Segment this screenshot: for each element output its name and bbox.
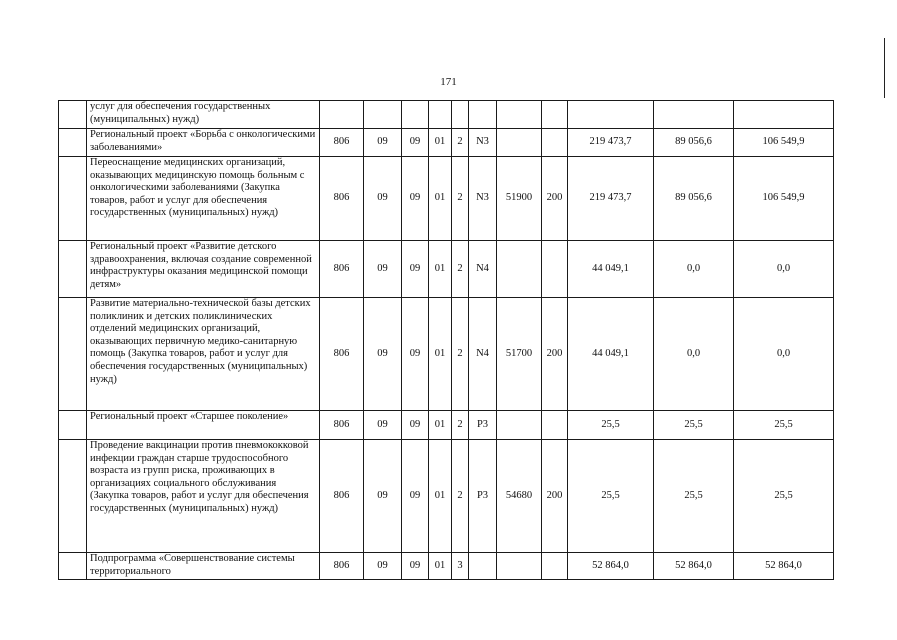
subprogram-code xyxy=(452,101,469,129)
sum-year-1: 44 049,1 xyxy=(568,241,654,298)
direction-code xyxy=(497,101,542,129)
subsection-code: 09 xyxy=(402,298,429,411)
section-code: 09 xyxy=(364,411,402,440)
subprogram-code: 2 xyxy=(452,129,469,157)
sum-year-3: 106 549,9 xyxy=(734,129,834,157)
sum-year-3: 0,0 xyxy=(734,241,834,298)
row-name: Развитие материально-технической базы детских поликлиник и детских поликлинических отделений медицинских организаций, оказывающих первичную медико-санитарную помощь (Закупка товаров, работ и услуг для обеспечения государственных (муниципальных) нужд) xyxy=(87,298,320,411)
subprogram-code: 2 xyxy=(452,157,469,241)
ministry-code: 806 xyxy=(320,411,364,440)
subprogram-code: 2 xyxy=(452,411,469,440)
project-code: P3 xyxy=(469,411,497,440)
section-code: 09 xyxy=(364,157,402,241)
ministry-code: 806 xyxy=(320,440,364,553)
direction-code: 51700 xyxy=(497,298,542,411)
row-name: Проведение вакцинации против пневмококковой инфекции граждан старше трудоспособного возраста из групп риска, проживающих в организациях социального обслуживания (Закупка товаров, работ и услуг для обеспечения государственных (муниципальных) нужд) xyxy=(87,440,320,553)
subsection-code: 09 xyxy=(402,553,429,580)
subsection-code: 09 xyxy=(402,157,429,241)
row-lead-cell xyxy=(59,241,87,298)
section-code: 09 xyxy=(364,241,402,298)
project-code: N4 xyxy=(469,241,497,298)
program-code: 01 xyxy=(429,157,452,241)
sum-year-1: 25,5 xyxy=(568,411,654,440)
project-code: N3 xyxy=(469,157,497,241)
project-code: N3 xyxy=(469,129,497,157)
sum-year-2: 89 056,6 xyxy=(654,129,734,157)
sum-year-2: 52 864,0 xyxy=(654,553,734,580)
row-lead-cell xyxy=(59,129,87,157)
ministry-code: 806 xyxy=(320,157,364,241)
project-code: P3 xyxy=(469,440,497,553)
page-number: 171 xyxy=(440,76,457,88)
sum-year-2: 0,0 xyxy=(654,241,734,298)
program-code: 01 xyxy=(429,553,452,580)
sum-year-2 xyxy=(654,101,734,129)
row-name: Подпрограмма «Совершенствование системы территориального xyxy=(87,553,320,580)
expense-type-code: 200 xyxy=(542,440,568,553)
sum-year-2: 25,5 xyxy=(654,440,734,553)
table-row xyxy=(59,157,834,241)
section-code xyxy=(364,101,402,129)
row-lead-cell xyxy=(59,411,87,440)
expense-type-code xyxy=(542,241,568,298)
table-row xyxy=(59,553,834,580)
sum-year-1 xyxy=(568,101,654,129)
section-code: 09 xyxy=(364,553,402,580)
row-lead-cell xyxy=(59,440,87,553)
section-code: 09 xyxy=(364,440,402,553)
project-code xyxy=(469,553,497,580)
expense-type-code xyxy=(542,129,568,157)
table-row xyxy=(59,129,834,157)
row-lead-cell xyxy=(59,298,87,411)
program-code: 01 xyxy=(429,440,452,553)
sum-year-1: 52 864,0 xyxy=(568,553,654,580)
table-row xyxy=(59,101,834,129)
direction-code xyxy=(497,241,542,298)
subsection-code: 09 xyxy=(402,411,429,440)
margin-rule xyxy=(884,38,885,98)
direction-code xyxy=(497,411,542,440)
sum-year-1: 219 473,7 xyxy=(568,157,654,241)
project-code xyxy=(469,101,497,129)
subprogram-code: 2 xyxy=(452,440,469,553)
subprogram-code: 3 xyxy=(452,553,469,580)
direction-code xyxy=(497,553,542,580)
sum-year-1: 44 049,1 xyxy=(568,298,654,411)
sum-year-2: 0,0 xyxy=(654,298,734,411)
subsection-code: 09 xyxy=(402,440,429,553)
row-lead-cell xyxy=(59,553,87,580)
program-code xyxy=(429,101,452,129)
program-code: 01 xyxy=(429,129,452,157)
table-row xyxy=(59,411,834,440)
sum-year-2: 89 056,6 xyxy=(654,157,734,241)
row-lead-cell xyxy=(59,101,87,129)
sum-year-1: 219 473,7 xyxy=(568,129,654,157)
expense-type-code: 200 xyxy=(542,298,568,411)
table-row xyxy=(59,298,834,411)
ministry-code xyxy=(320,101,364,129)
row-name: Региональный проект «Старшее поколение» xyxy=(87,411,320,440)
sum-year-3: 25,5 xyxy=(734,440,834,553)
sum-year-3: 25,5 xyxy=(734,411,834,440)
row-name: Региональный проект «Развитие детского здравоохранения, включая создание современной инфраструктуры оказания медицинской помощи детям» xyxy=(87,241,320,298)
row-name: услуг для обеспечения государственных (муниципальных) нужд) xyxy=(87,101,320,129)
sum-year-2: 25,5 xyxy=(654,411,734,440)
ministry-code: 806 xyxy=(320,241,364,298)
subsection-code: 09 xyxy=(402,241,429,298)
subsection-code: 09 xyxy=(402,129,429,157)
section-code: 09 xyxy=(364,298,402,411)
table-row xyxy=(59,241,834,298)
ministry-code: 806 xyxy=(320,129,364,157)
row-lead-cell xyxy=(59,157,87,241)
program-code: 01 xyxy=(429,241,452,298)
direction-code: 54680 xyxy=(497,440,542,553)
program-code: 01 xyxy=(429,411,452,440)
row-name: Региональный проект «Борьба с онкологическими заболеваниями» xyxy=(87,129,320,157)
expense-type-code xyxy=(542,101,568,129)
budget-table xyxy=(58,100,834,580)
section-code: 09 xyxy=(364,129,402,157)
subsection-code xyxy=(402,101,429,129)
row-name: Переоснащение медицинских организаций, оказывающих медицинскую помощь больным с онкологическими заболеваниями (Закупка товаров, работ и услуг для обеспечения государственных (муниципальных) нужд) xyxy=(87,157,320,241)
sum-year-3: 52 864,0 xyxy=(734,553,834,580)
subprogram-code: 2 xyxy=(452,298,469,411)
sum-year-3: 106 549,9 xyxy=(734,157,834,241)
ministry-code: 806 xyxy=(320,553,364,580)
project-code: N4 xyxy=(469,298,497,411)
ministry-code: 806 xyxy=(320,298,364,411)
table-row xyxy=(59,440,834,553)
subprogram-code: 2 xyxy=(452,241,469,298)
expense-type-code xyxy=(542,553,568,580)
direction-code xyxy=(497,129,542,157)
sum-year-3: 0,0 xyxy=(734,298,834,411)
sum-year-3 xyxy=(734,101,834,129)
program-code: 01 xyxy=(429,298,452,411)
expense-type-code xyxy=(542,411,568,440)
expense-type-code: 200 xyxy=(542,157,568,241)
sum-year-1: 25,5 xyxy=(568,440,654,553)
direction-code: 51900 xyxy=(497,157,542,241)
